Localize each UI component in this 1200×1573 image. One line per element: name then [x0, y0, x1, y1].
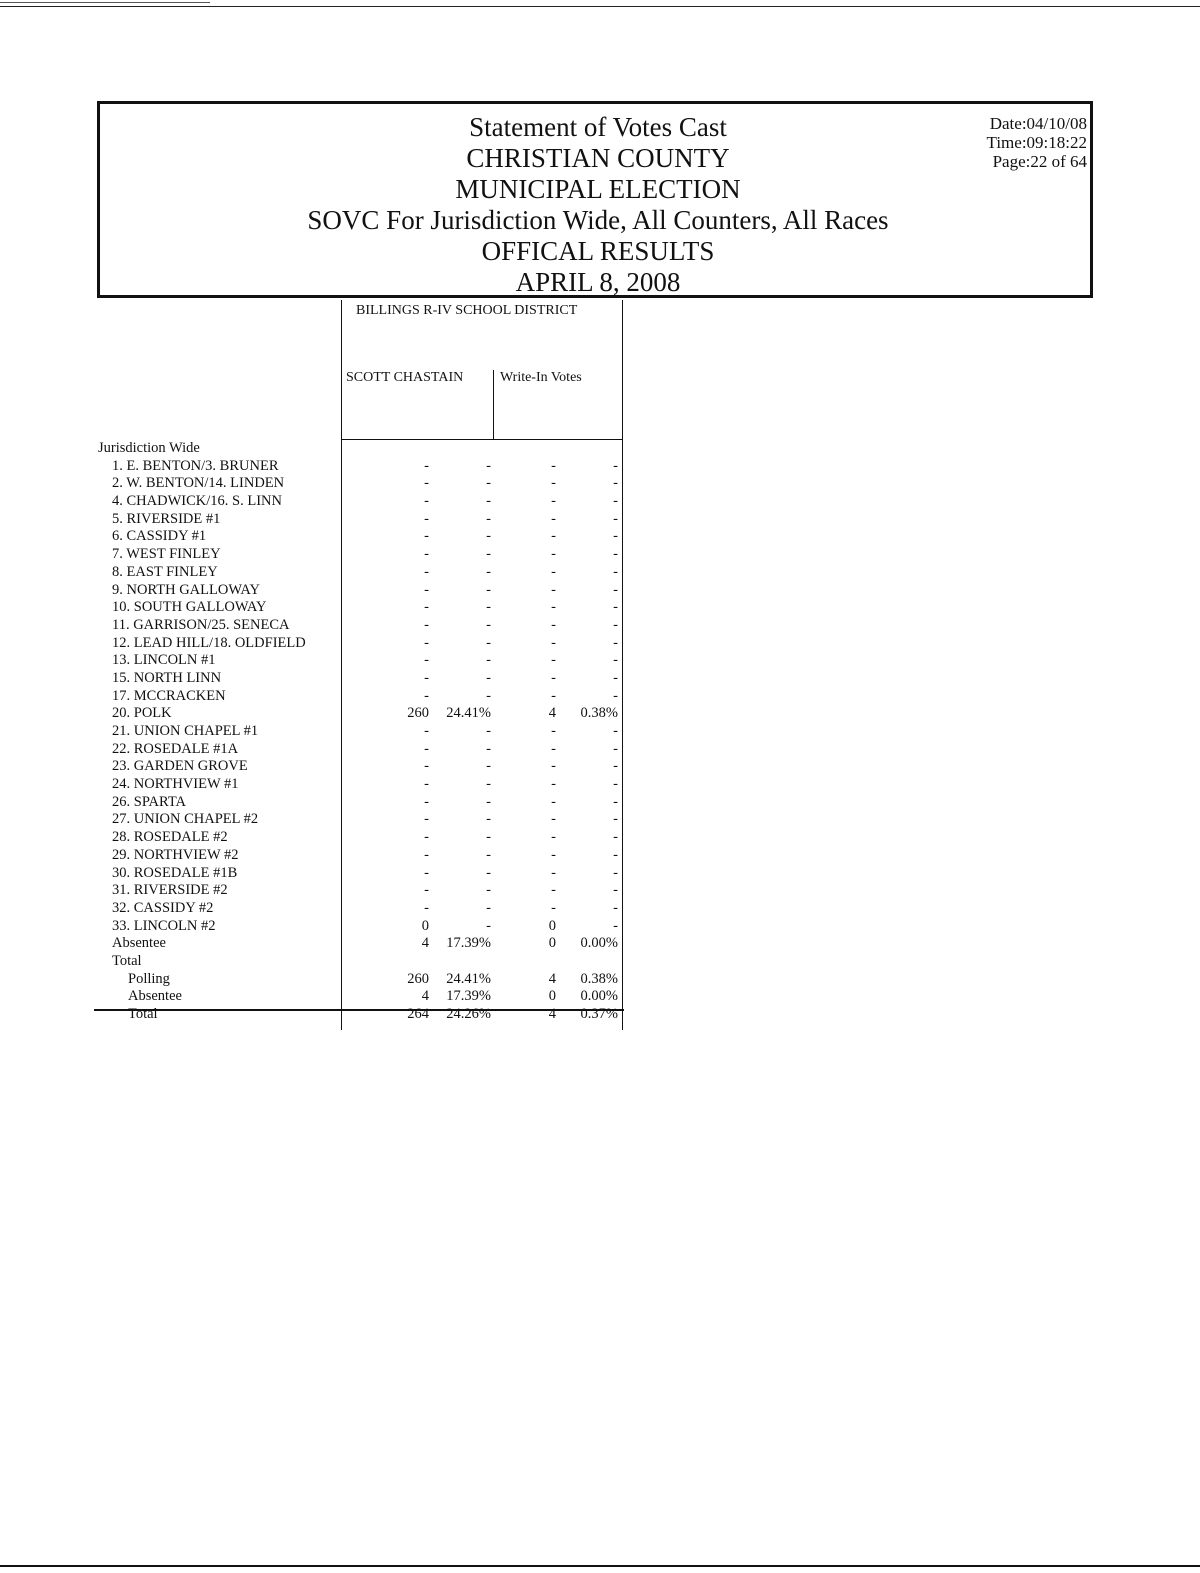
chastain-percent: - — [486, 829, 491, 846]
table-row — [0, 741, 640, 759]
report-header — [97, 101, 1093, 298]
chastain-votes: - — [424, 634, 429, 651]
row-label: 7. WEST FINLEY — [112, 546, 221, 563]
row-label: 5. RIVERSIDE #1 — [112, 510, 221, 527]
write-in-votes: - — [551, 793, 556, 810]
write-in-percent: 0.00% — [580, 935, 618, 952]
chastain-votes: - — [424, 599, 429, 616]
row-label: 10. SOUTH GALLOWAY — [112, 599, 267, 616]
chastain-percent: - — [486, 864, 491, 881]
report-time: Time:09:18:22 — [986, 133, 1087, 152]
title-line: OFFICAL RESULTS — [481, 236, 715, 266]
write-in-percent: - — [613, 917, 618, 934]
chastain-percent: 24.41% — [446, 705, 491, 722]
results-table — [0, 440, 640, 1024]
candidate-header: SCOTT CHASTAIN — [346, 370, 464, 385]
scan-edge-top-left — [0, 2, 210, 3]
write-in-percent: 0.00% — [580, 988, 618, 1005]
row-label: 27. UNION CHAPEL #2 — [112, 811, 259, 828]
row-label: 12. LEAD HILL/18. OLDFIELD — [112, 634, 306, 651]
chastain-percent: - — [486, 652, 491, 669]
chastain-percent: 24.41% — [446, 970, 491, 987]
table-row — [0, 440, 640, 458]
row-label: Total — [112, 952, 142, 969]
row-label: 13. LINCOLN #1 — [112, 652, 216, 669]
chastain-percent: - — [486, 882, 491, 899]
row-label: 29. NORTHVIEW #2 — [112, 846, 239, 863]
table-row — [0, 953, 640, 971]
write-in-percent: - — [613, 811, 618, 828]
table-row — [0, 758, 640, 776]
chastain-votes: - — [424, 776, 429, 793]
table-row — [0, 935, 640, 953]
column-divider — [493, 370, 494, 440]
table-row — [0, 723, 640, 741]
write-in-percent: - — [613, 510, 618, 527]
chastain-percent: - — [486, 758, 491, 775]
table-row — [0, 582, 640, 600]
write-in-votes: 4 — [548, 1006, 556, 1022]
row-label: 21. UNION CHAPEL #1 — [112, 723, 259, 739]
table-row — [0, 617, 640, 635]
write-in-votes: - — [551, 599, 556, 616]
chastain-votes: - — [424, 882, 429, 899]
write-in-votes: - — [551, 740, 556, 757]
table-row — [0, 493, 640, 511]
title-line: CHRISTIAN COUNTY — [466, 143, 730, 173]
write-in-percent: - — [613, 846, 618, 863]
chastain-percent: - — [486, 723, 491, 739]
scan-edge-bottom — [0, 1565, 1200, 1567]
write-in-votes: - — [551, 528, 556, 545]
table-row — [0, 776, 640, 794]
write-in-percent: - — [613, 457, 618, 474]
table-row — [0, 918, 640, 936]
write-in-percent: - — [613, 776, 618, 793]
chastain-votes: 0 — [421, 917, 429, 934]
write-in-percent: - — [613, 793, 618, 810]
write-in-percent: - — [613, 882, 618, 899]
table-row — [0, 847, 640, 865]
table-row — [0, 546, 640, 564]
chastain-votes: 260 — [407, 705, 429, 722]
row-label: Total — [128, 1006, 158, 1022]
write-in-votes: - — [551, 687, 556, 704]
chastain-percent: - — [486, 899, 491, 916]
write-in-votes: 0 — [548, 917, 556, 934]
chastain-votes: - — [424, 687, 429, 704]
write-in-votes: - — [551, 634, 556, 651]
row-label: 32. CASSIDY #2 — [112, 899, 214, 916]
row-label: 17. MCCRACKEN — [112, 687, 226, 704]
write-in-percent: 0.37% — [580, 1006, 618, 1022]
write-in-votes: 4 — [548, 970, 556, 987]
chastain-votes: - — [424, 899, 429, 916]
chastain-percent: - — [486, 917, 491, 934]
chastain-votes: - — [424, 546, 429, 563]
write-in-votes: - — [551, 493, 556, 510]
chastain-votes: - — [424, 740, 429, 757]
chastain-percent: - — [486, 546, 491, 563]
chastain-votes: - — [424, 581, 429, 598]
chastain-votes: - — [424, 811, 429, 828]
chastain-votes: - — [424, 510, 429, 527]
candidate-header: Write-In Votes — [500, 370, 582, 385]
table-row — [0, 599, 640, 617]
table-row — [0, 900, 640, 918]
chastain-percent: - — [486, 493, 491, 510]
row-label: 2. W. BENTON/14. LINDEN — [112, 475, 285, 492]
chastain-votes: - — [424, 616, 429, 633]
chastain-votes: - — [424, 493, 429, 510]
title-line: APRIL 8, 2008 — [515, 267, 681, 297]
row-label: Polling — [128, 970, 170, 987]
chastain-votes: - — [424, 846, 429, 863]
row-label: 28. ROSEDALE #2 — [112, 829, 228, 846]
chastain-votes: - — [424, 829, 429, 846]
write-in-votes: - — [551, 563, 556, 580]
row-label: 15. NORTH LINN — [112, 669, 222, 686]
chastain-percent: - — [486, 793, 491, 810]
chastain-percent: - — [486, 634, 491, 651]
row-label: 26. SPARTA — [112, 793, 186, 810]
chastain-percent: - — [486, 510, 491, 527]
write-in-percent: - — [613, 899, 618, 916]
title-line: SOVC For Jurisdiction Wide, All Counters, All Races — [307, 205, 889, 235]
write-in-votes: - — [551, 758, 556, 775]
write-in-votes: - — [551, 899, 556, 916]
chastain-percent: 17.39% — [446, 988, 491, 1005]
chastain-percent: - — [486, 528, 491, 545]
table-row — [0, 811, 640, 829]
write-in-votes: - — [551, 882, 556, 899]
chastain-votes: - — [424, 864, 429, 881]
write-in-percent: - — [613, 546, 618, 563]
row-label: Absentee — [128, 988, 182, 1005]
report-page: Page:22 of 64 — [992, 152, 1087, 171]
chastain-percent: - — [486, 846, 491, 863]
table-row — [0, 705, 640, 723]
table-row — [0, 1006, 640, 1024]
title-line: Statement of Votes Cast — [469, 112, 727, 142]
district-name: BILLINGS R-IV SCHOOL DISTRICT — [356, 303, 578, 318]
write-in-votes: - — [551, 546, 556, 563]
write-in-votes: - — [551, 669, 556, 686]
write-in-percent: - — [613, 669, 618, 686]
table-row — [0, 829, 640, 847]
table-row — [0, 882, 640, 900]
row-label: 4. CHADWICK/16. S. LINN — [112, 493, 282, 510]
write-in-votes: 0 — [548, 935, 556, 952]
chastain-votes: - — [424, 669, 429, 686]
chastain-votes: 4 — [421, 988, 429, 1005]
row-label: 23. GARDEN GROVE — [112, 758, 248, 775]
row-label: 30. ROSEDALE #1B — [112, 864, 238, 881]
report-meta — [987, 114, 1087, 171]
table-row — [0, 971, 640, 989]
write-in-percent: - — [613, 740, 618, 757]
row-label: 9. NORTH GALLOWAY — [112, 581, 261, 598]
chastain-percent: - — [486, 581, 491, 598]
report-date: Date:04/10/08 — [989, 114, 1087, 133]
write-in-percent: 0.38% — [580, 705, 618, 722]
title-line: MUNICIPAL ELECTION — [455, 174, 741, 204]
table-row — [0, 670, 640, 688]
row-label: 31. RIVERSIDE #2 — [112, 882, 228, 899]
write-in-votes: - — [551, 457, 556, 474]
write-in-votes: - — [551, 652, 556, 669]
table-row — [0, 688, 640, 706]
chastain-votes: 264 — [407, 1006, 429, 1022]
chastain-percent: 17.39% — [446, 935, 491, 952]
write-in-percent: - — [613, 493, 618, 510]
row-label: 8. EAST FINLEY — [112, 563, 218, 580]
write-in-votes: - — [551, 616, 556, 633]
table-row — [0, 794, 640, 812]
chastain-percent: - — [486, 740, 491, 757]
chastain-percent: - — [486, 457, 491, 474]
write-in-votes: 0 — [548, 988, 556, 1005]
write-in-percent: - — [613, 829, 618, 846]
table-row — [0, 635, 640, 653]
row-label: 6. CASSIDY #1 — [112, 528, 207, 545]
chastain-votes: - — [424, 563, 429, 580]
write-in-percent: - — [613, 652, 618, 669]
row-label: 20. POLK — [112, 705, 172, 722]
chastain-percent: 24.26% — [446, 1006, 491, 1022]
chastain-votes: - — [424, 652, 429, 669]
chastain-percent: - — [486, 563, 491, 580]
write-in-votes: - — [551, 811, 556, 828]
row-label: 24. NORTHVIEW #1 — [112, 776, 239, 793]
table-row — [0, 475, 640, 493]
write-in-votes: - — [551, 776, 556, 793]
write-in-votes: - — [551, 581, 556, 598]
chastain-votes: - — [424, 528, 429, 545]
write-in-percent: - — [613, 758, 618, 775]
table-row — [0, 865, 640, 883]
write-in-votes: - — [551, 475, 556, 492]
write-in-votes: - — [551, 723, 556, 739]
row-label: 33. LINCOLN #2 — [112, 917, 216, 934]
chastain-percent: - — [486, 599, 491, 616]
table-row — [0, 652, 640, 670]
chastain-votes: - — [424, 758, 429, 775]
write-in-votes: - — [551, 864, 556, 881]
write-in-votes: - — [551, 846, 556, 863]
chastain-percent: - — [486, 811, 491, 828]
chastain-votes: - — [424, 793, 429, 810]
write-in-percent: - — [613, 634, 618, 651]
write-in-votes: - — [551, 829, 556, 846]
write-in-percent: - — [613, 864, 618, 881]
chastain-votes: - — [424, 475, 429, 492]
write-in-votes: - — [551, 510, 556, 527]
chastain-votes: 260 — [407, 970, 429, 987]
table-row — [0, 511, 640, 529]
row-label: Jurisdiction Wide — [98, 440, 200, 456]
row-label: 1. E. BENTON/3. BRUNER — [112, 457, 279, 474]
write-in-percent: - — [613, 616, 618, 633]
chastain-percent: - — [486, 776, 491, 793]
table-row — [0, 458, 640, 476]
chastain-percent: - — [486, 687, 491, 704]
scan-edge-top — [0, 6, 1200, 7]
chastain-percent: - — [486, 669, 491, 686]
table-row — [0, 988, 640, 1006]
chastain-votes: - — [424, 723, 429, 739]
write-in-percent: 0.38% — [580, 970, 618, 987]
chastain-percent: - — [486, 475, 491, 492]
chastain-votes: 4 — [421, 935, 429, 952]
row-label: 11. GARRISON/25. SENECA — [112, 616, 290, 633]
report-title — [100, 112, 1096, 298]
write-in-percent: - — [613, 475, 618, 492]
table-row — [0, 528, 640, 546]
row-label: Absentee — [112, 935, 166, 952]
chastain-percent: - — [486, 616, 491, 633]
write-in-percent: - — [613, 599, 618, 616]
write-in-percent: - — [613, 581, 618, 598]
write-in-percent: - — [613, 528, 618, 545]
write-in-votes: 4 — [548, 705, 556, 722]
write-in-percent: - — [613, 723, 618, 739]
write-in-percent: - — [613, 687, 618, 704]
table-row — [0, 564, 640, 582]
chastain-votes: - — [424, 457, 429, 474]
row-label: 22. ROSEDALE #1A — [112, 740, 239, 757]
write-in-percent: - — [613, 563, 618, 580]
